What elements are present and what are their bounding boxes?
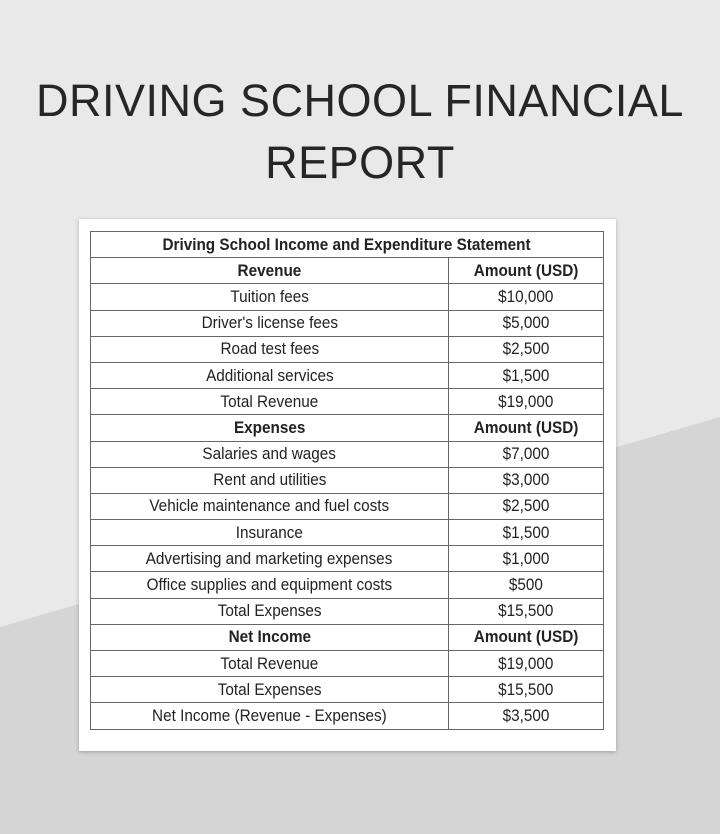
item-amount: $3,500 xyxy=(449,703,604,729)
item-label: Total Expenses xyxy=(91,598,449,624)
table-row xyxy=(91,598,604,624)
item-label: Rent and utilities xyxy=(91,467,449,493)
item-amount: $2,500 xyxy=(449,493,604,519)
amount-header: Amount (USD) xyxy=(449,415,604,441)
section-header-row xyxy=(91,415,604,441)
item-amount: $5,000 xyxy=(449,310,604,336)
table-row xyxy=(91,493,604,519)
item-amount: $2,500 xyxy=(449,336,604,362)
item-label: Road test fees xyxy=(91,336,449,362)
table-caption: Driving School Income and Expenditure Statement xyxy=(91,232,604,258)
title-line: DRIVING SCHOOL FINANCIAL xyxy=(36,75,684,126)
table-row xyxy=(91,520,604,546)
table-row xyxy=(91,284,604,310)
table-row xyxy=(91,441,604,467)
item-amount: $15,500 xyxy=(449,598,604,624)
item-label: Office supplies and equipment costs xyxy=(91,572,449,598)
table-row xyxy=(91,467,604,493)
amount-header: Amount (USD) xyxy=(449,624,604,650)
item-label: Vehicle maintenance and fuel costs xyxy=(91,493,449,519)
page-title xyxy=(0,70,720,194)
item-amount: $19,000 xyxy=(449,651,604,677)
item-amount: $19,000 xyxy=(449,389,604,415)
financial-table xyxy=(90,231,604,730)
table-row xyxy=(91,389,604,415)
table-row xyxy=(91,677,604,703)
table-row xyxy=(91,362,604,388)
table-row xyxy=(91,703,604,729)
item-amount: $10,000 xyxy=(449,284,604,310)
item-label: Driver's license fees xyxy=(91,310,449,336)
section-title: Expenses xyxy=(91,415,449,441)
table-row xyxy=(91,336,604,362)
item-amount: $1,500 xyxy=(449,362,604,388)
report-card xyxy=(79,219,616,751)
item-label: Net Income (Revenue - Expenses) xyxy=(91,703,449,729)
item-label: Additional services xyxy=(91,362,449,388)
item-label: Tuition fees xyxy=(91,284,449,310)
table-row xyxy=(91,572,604,598)
section-header-row xyxy=(91,624,604,650)
table-caption-row xyxy=(91,232,604,258)
amount-header: Amount (USD) xyxy=(449,258,604,284)
item-amount: $1,000 xyxy=(449,546,604,572)
section-header-row xyxy=(91,258,604,284)
section-title: Net Income xyxy=(91,624,449,650)
table-row xyxy=(91,310,604,336)
item-label: Total Expenses xyxy=(91,677,449,703)
item-label: Advertising and marketing expenses xyxy=(91,546,449,572)
table-row xyxy=(91,651,604,677)
item-label: Insurance xyxy=(91,520,449,546)
title-line: REPORT xyxy=(265,137,455,188)
item-amount: $1,500 xyxy=(449,520,604,546)
item-label: Salaries and wages xyxy=(91,441,449,467)
section-title: Revenue xyxy=(91,258,449,284)
item-label: Total Revenue xyxy=(91,389,449,415)
item-amount: $15,500 xyxy=(449,677,604,703)
item-amount: $7,000 xyxy=(449,441,604,467)
item-amount: $3,000 xyxy=(449,467,604,493)
item-amount: $500 xyxy=(449,572,604,598)
item-label: Total Revenue xyxy=(91,651,449,677)
table-row xyxy=(91,546,604,572)
